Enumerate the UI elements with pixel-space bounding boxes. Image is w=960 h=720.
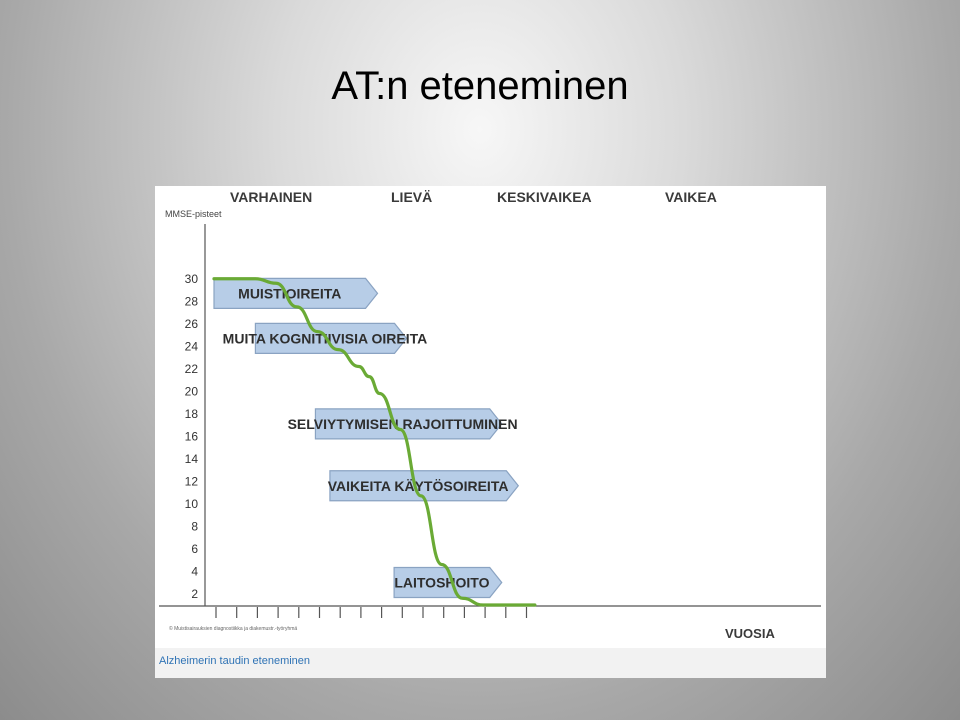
y-tick-label: 8 (191, 519, 198, 534)
chart-figure (155, 186, 826, 678)
y-tick-label: 2 (191, 586, 198, 601)
annotation-arrow (214, 278, 378, 308)
stage-label: LIEVÄ (391, 189, 433, 205)
y-tick-label: 26 (184, 316, 198, 331)
y-tick-label: 22 (184, 361, 198, 376)
y-tick-label: 10 (184, 496, 198, 511)
stage-label: VARHAINEN (230, 189, 313, 205)
y-tick-label: 28 (184, 294, 198, 309)
y-tick-label: 16 (184, 429, 198, 444)
y-tick-label: 12 (184, 474, 198, 489)
y-tick-label: 30 (184, 271, 198, 286)
y-tick-label: 20 (184, 384, 198, 399)
y-axis-label: MMSE-pisteet (165, 209, 222, 219)
y-tick-label: 4 (191, 564, 198, 579)
caption-bar (155, 648, 826, 678)
annotation-label: MUISTIOIREITA (238, 285, 342, 302)
figure-caption: Alzheimerin taudin eteneminen (159, 655, 311, 667)
annotation-label: MUITA KOGNITIIVISIA OIREITA (222, 330, 428, 347)
progression-chart (155, 186, 826, 648)
annotation-label: SELVIYTYMISEN RAJOITTUMINEN (287, 415, 518, 432)
y-tick-label: 14 (184, 451, 198, 466)
y-tick-label: 6 (191, 541, 198, 556)
stage-label: VAIKEA (665, 189, 717, 205)
figure-credit: © Muistisairauksien diagnostiikka ja diakemustr.-työryhmä (169, 626, 298, 632)
x-axis-label: VUOSIA (725, 626, 775, 641)
annotation-arrow (288, 409, 518, 439)
annotation-label: LAITOSHOITO (394, 574, 490, 591)
stage-label: KESKIVAIKEA (497, 189, 592, 205)
y-tick-label: 24 (184, 339, 198, 354)
slide-title: AT:n eteneminen (331, 64, 629, 108)
annotation-label: VAIKEITA KÄYTÖSOIREITA (327, 477, 509, 494)
y-tick-label: 18 (184, 406, 198, 421)
